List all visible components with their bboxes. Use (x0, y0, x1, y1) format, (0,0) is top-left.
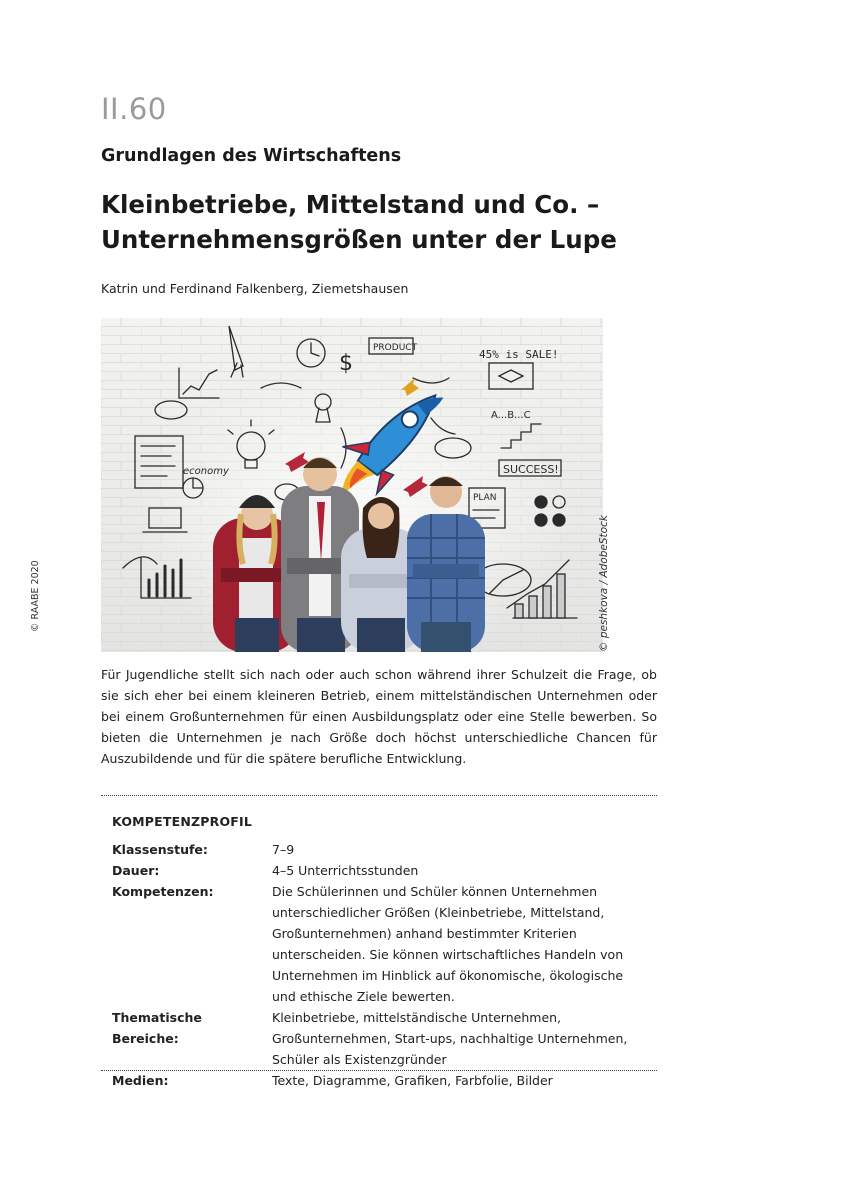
sketch-abc: A...B...C (491, 410, 531, 421)
profile-label: Dauer: (112, 863, 160, 878)
profile-label: Klassenstufe: (112, 842, 208, 857)
competence-profile (112, 814, 647, 1091)
page-title (101, 187, 617, 257)
profile-value: 4–5 Unterrichtsstunden (272, 863, 419, 878)
svg-text:$: $ (339, 351, 353, 376)
profile-value: 7–9 (272, 842, 295, 857)
authors: Katrin und Ferdinand Falkenberg, Ziemetshausen (101, 281, 409, 296)
intro-paragraph: Für Jugendliche stellt sich nach oder auch schon während ihrer Schulzeit die Frage, ob sie sich eher bei einem kleineren Betrieb, einem mittelständischen Unternehmen oder bei einem Großunternehmen für einen Ausbildungsplatz oder eine Stelle bewerben. So bieten die Unternehmen je nach Größe doch höchst unterschiedliche Chancen für Auszubildende und für die spätere berufliche Entwicklung. (101, 667, 657, 766)
profile-label: Medien: (112, 1073, 169, 1088)
profile-row (112, 839, 647, 860)
sketch-sale: 45% is SALE! (479, 348, 559, 361)
hero-illustration (101, 318, 603, 652)
sketch-economy: economy (183, 466, 229, 477)
sketch-success: SUCCESS! (503, 463, 559, 476)
section-title: Grundlagen des Wirtschaftens (101, 146, 402, 166)
profile-label: Thematische Bereiche: (112, 1010, 202, 1046)
sketch-product: PRODUCT (373, 343, 418, 353)
title-line-2: Unternehmensgrößen unter der Lupe (101, 225, 617, 254)
profile-value: Kleinbetriebe, mittelständische Unternehmen, Großunternehmen, Start-ups, nachhaltige Unternehmen, Schüler als Existenzgründer (272, 1010, 628, 1067)
profile-row (112, 1007, 647, 1070)
profile-label: Kompetenzen: (112, 884, 214, 899)
profile-value: Texte, Diagramme, Grafiken, Farbfolie, Bilder (272, 1073, 553, 1088)
hero-image (101, 318, 603, 652)
sketch-plan: PLAN (473, 493, 497, 503)
title-line-1: Kleinbetriebe, Mittelstand und Co. – (101, 190, 600, 219)
profile-value: Die Schülerinnen und Schüler können Unternehmen unterschiedlicher Größen (Kleinbetriebe, Mittelstand, Großunternehmen) anhand bestimmter Kriterien unterscheiden. Sie können wirtschaftliches Handeln von Unternehmen im Hinblick auf ökonomische, ökologische und ethische Ziele bewerten. (272, 884, 624, 1004)
profile-row (112, 860, 647, 881)
divider-top (101, 795, 657, 796)
chapter-code: II.60 (101, 92, 167, 126)
profile-heading: KOMPETENZPROFIL (112, 814, 253, 829)
profile-row (112, 881, 647, 1007)
image-credit: © peshkova / AdobeStock (598, 515, 610, 652)
profile-row (112, 1070, 647, 1091)
divider-bottom (101, 1070, 657, 1071)
